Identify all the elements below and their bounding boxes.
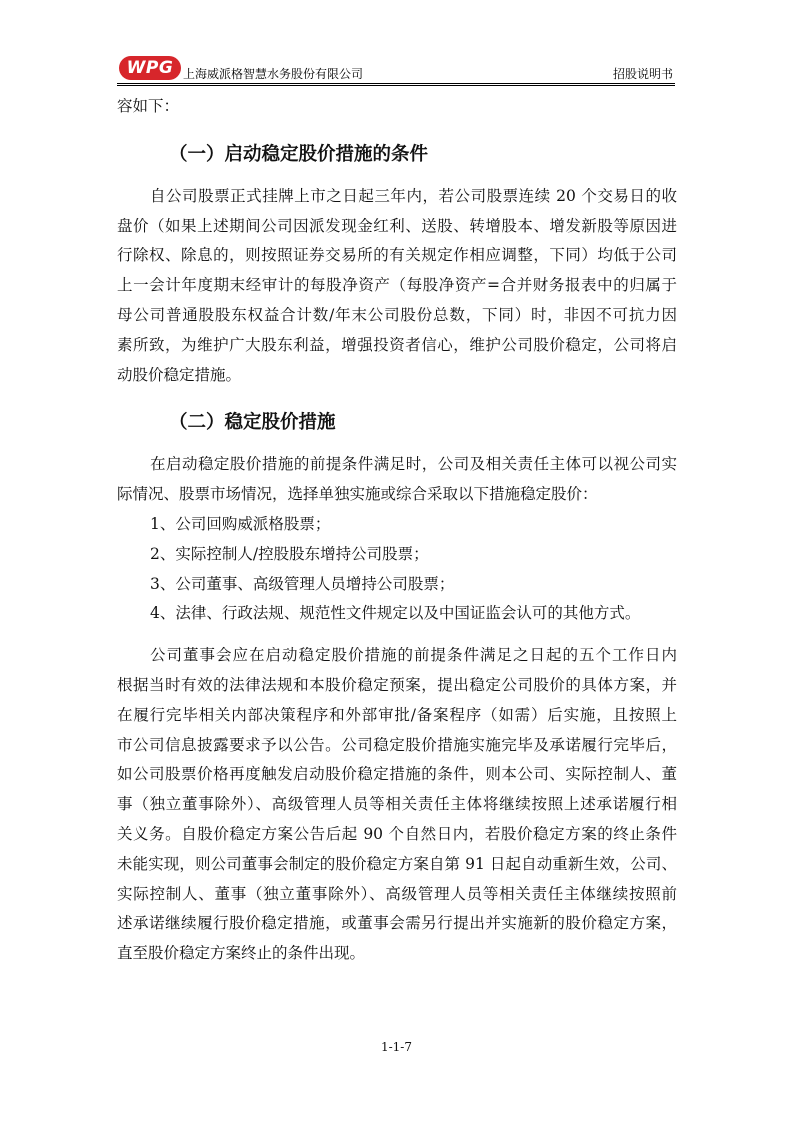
paragraph-line: 事（独立董事除外）、高级管理人员等相关责任主体将继续按照上述承诺履行相: [117, 795, 677, 814]
paragraph-line: 动股价稳定措施。: [117, 365, 242, 384]
company-name: 上海威派格智慧水务股份有限公司: [183, 67, 364, 81]
list-item: 1、公司回购威派格股票；: [150, 514, 331, 533]
list-item: 2、实际控制人/控股股东增持公司股票；: [150, 544, 429, 563]
paragraph-line: 如公司股票价格再度触发启动股价稳定措施的条件，则本公司、实际控制人、董: [117, 765, 677, 784]
paragraph-line: 素所致，为维护广大股东利益，增强投资者信心，维护公司股价稳定，公司将启: [117, 335, 677, 354]
paragraph-line: 自公司股票正式挂牌上市之日起三年内，若公司股票连续 20 个交易日的收: [150, 186, 677, 205]
header-rule: [117, 83, 675, 84]
paragraph-line: 实际控制人、董事（独立董事除外）、高级管理人员等相关责任主体继续按照前: [117, 884, 677, 903]
header-rule-secondary: [117, 85, 675, 86]
paragraph-line: 直至股价稳定方案终止的条件出现。: [117, 944, 366, 963]
page-number: 1-1-7: [380, 1040, 412, 1054]
document-type: 招股说明书: [612, 67, 673, 81]
paragraph-line: 根据当时有效的法律法规和本股价稳定预案，提出稳定公司股价的具体方案，并: [117, 675, 677, 694]
paragraph-line: 公司董事会应在启动稳定股价措施的前提条件满足之日起的五个工作日内: [150, 646, 677, 665]
paragraph-line: 母公司普通股股东权益合计数/年末公司股份总数，下同）时，非因不可抗力因: [117, 305, 677, 324]
company-logo: WPG: [119, 56, 181, 80]
paragraph-line: 际情况、股票市场情况，选择单独实施或综合采取以下措施稳定股价：: [117, 485, 598, 504]
paragraph-line: 上一会计年度期末经审计的每股净资产（每股净资产=合并财务报表中的归属于: [117, 276, 677, 295]
section-2-heading: （二）稳定股价措施: [169, 412, 336, 434]
paragraph-line: 行除权、除息的，则按照证券交易所的有关规定作相应调整，下同）均低于公司: [117, 246, 677, 265]
intro-continuation: 容如下：: [117, 97, 180, 115]
paragraph-line: 在履行完毕相关内部决策程序和外部审批/备案程序（如需）后实施，且按照上: [117, 705, 677, 724]
board-procedure-paragraph: [117, 641, 677, 969]
page-header: [117, 54, 675, 86]
paragraph-line: 在启动稳定股价措施的前提条件满足时，公司及相关责任主体可以视公司实: [150, 455, 677, 474]
section-1-paragraph: [117, 182, 677, 391]
paragraph-line: 盘价（如果上述期间公司因派发现金红利、送股、转增股本、增发新股等原因进: [117, 216, 677, 235]
list-item: 4、法律、行政法规、规范性文件规定以及中国证监会认可的其他方式。: [150, 604, 641, 623]
paragraph-line: 关义务。自股价稳定方案公告后起 90 个自然日内，若股价稳定方案的终止条件: [117, 824, 677, 843]
paragraph-line: 市公司信息披露要求予以公告。公司稳定股价措施实施完毕及承诺履行完毕后，: [117, 735, 677, 754]
paragraph-line: 述承诺继续履行股价稳定措施，或董事会需另行提出并实施新的股价稳定方案，: [117, 914, 677, 933]
section-2-intro: [117, 450, 677, 510]
page-body: [117, 92, 677, 969]
paragraph-line: 未能实现，则公司董事会制定的股价稳定方案自第 91 日起自动重新生效，公司、: [117, 854, 677, 873]
section-1-heading: （一）启动稳定股价措施的条件: [169, 143, 429, 165]
measures-list: [117, 510, 677, 629]
list-item: 3、公司董事、高级管理人员增持公司股票；: [150, 574, 455, 593]
